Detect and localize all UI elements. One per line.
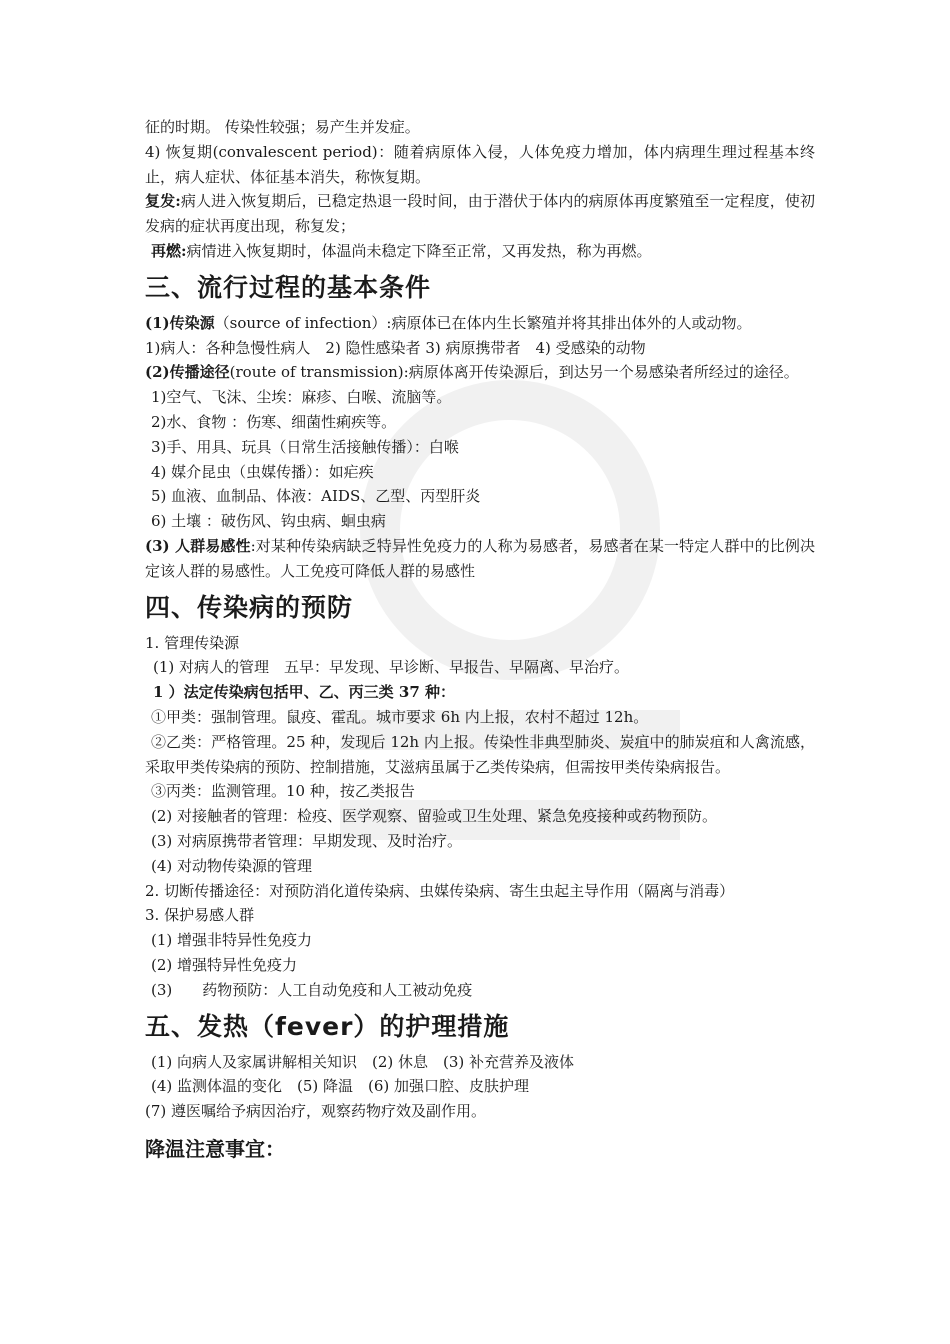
text-paragraph-source bbox=[145, 311, 815, 336]
text-line: 1)病人：各种急慢性病人 2) 隐性感染者 3) 病原携带者 4) 受感染的动物 bbox=[145, 338, 646, 357]
text-paragraph-recrudescence bbox=[145, 239, 815, 264]
list-item: (1) 增强非特异性免疫力 bbox=[151, 931, 313, 950]
list-item: (1) 对病人的管理 五早：早发现、早诊断、早报告、早隔离、早治疗。 bbox=[153, 658, 630, 677]
list-item: (2) 对接触者的管理：检疫、医学观察、留验或卫生处理、紧急免疫接种或药物预防。 bbox=[151, 807, 718, 826]
list-item: ②乙类：严格管理。25 种，发现后 12h 内上报。传染性非典型肺炎、炭疽中的肺炭疽和人禽流感，采取甲类传染病的预防、控制措施，艾滋病虽属于乙类传染病，但需按甲类传染病报告。 bbox=[145, 732, 815, 776]
subheading: 降温注意事宜： bbox=[145, 1136, 285, 1161]
list-item-bold: 1 ）法定传染病包括甲、乙、丙三类 37 种： bbox=[153, 683, 455, 702]
section-heading: 三、流行过程的基本条件 bbox=[145, 272, 432, 302]
term-label: (2)传播途径 bbox=[145, 363, 230, 382]
term-text: 病人进入恢复期后，已稳定热退一段时间，由于潜伏于体内的病原体再度繁殖至一定程度，使初发病的症状再度出现，称复发； bbox=[145, 192, 815, 236]
list-item: 2)水、食物 ：伤寒、细菌性痢疾等。 bbox=[151, 412, 397, 431]
list-item: 3. 保护易感人群 bbox=[145, 906, 255, 925]
list-item: 1)空气、飞沫、尘埃：麻疹、白喉、流脑等。 bbox=[151, 388, 452, 407]
list-item: (1) 向病人及家属讲解相关知识 (2) 休息 (3) 补充营养及液体 bbox=[151, 1052, 575, 1071]
list-item: (7) 遵医嘱给予病因治疗，观察药物疗效及副作用。 bbox=[145, 1102, 487, 1121]
document-page bbox=[145, 115, 815, 1166]
list-item: 2. 切断传播途径：对预防消化道传染病、虫媒传染病、寄生虫起主导作用（隔离与消毒） bbox=[145, 881, 735, 900]
term-label: 再燃: bbox=[151, 241, 187, 260]
list-item: ①甲类：强制管理。鼠疫、霍乱。城市要求 6h 内上报，农村不超过 12h。 bbox=[151, 707, 649, 726]
term-text: (route of transmission):病原体离开传染源后，到达另一个易感染者所经过的途径。 bbox=[229, 363, 799, 382]
list-item: (2) 增强特异性免疫力 bbox=[151, 955, 298, 974]
term-label: (3) 人群易感性 bbox=[145, 536, 251, 555]
term-text: :对某种传染病缺乏特异性免疫力的人称为易感者，易感者在某一特定人群中的比例决定该人群的易感性。人工免疫可降低人群的易感性 bbox=[145, 536, 816, 580]
text-paragraph-susceptibility bbox=[145, 534, 815, 584]
term-text: 病情进入恢复期时，体温尚未稳定下降至正常，又再发热，称为再燃。 bbox=[186, 241, 652, 260]
text-paragraph-relapse bbox=[145, 189, 815, 239]
section-heading: 四、传染病的预防 bbox=[145, 592, 354, 622]
term-label: (1)传染源 bbox=[145, 313, 215, 332]
list-item: (3) 药物预防：人工自动免疫和人工被动免疫 bbox=[151, 980, 473, 999]
list-item: 3)手、用具、玩具（日常生活接触传播）：白喉 bbox=[151, 437, 459, 456]
list-item: 5) 血液、血制品、体液：AIDS、乙型、丙型肝炎 bbox=[151, 487, 481, 506]
list-item: (3) 对病原携带者管理：早期发现、及时治疗。 bbox=[151, 831, 463, 850]
text-paragraph-recovery: 4) 恢复期(convalescent period)：随着病原体入侵，人体免疫力增加，体内病理生理过程基本终止，病人症状、体征基本消失，称恢复期。 bbox=[145, 142, 815, 186]
list-item: 1. 管理传染源 bbox=[145, 633, 240, 652]
list-item: 6) 土壤 ：破伤风、钩虫病、蛔虫病 bbox=[151, 512, 386, 531]
list-item: (4) 对动物传染源的管理 bbox=[151, 856, 313, 875]
text-line: 征的时期。 传染性较强；易产生并发症。 bbox=[145, 118, 420, 136]
list-item: (4) 监测体温的变化 (5) 降温 (6) 加强口腔、皮肤护理 bbox=[151, 1077, 530, 1096]
text-paragraph-route bbox=[145, 360, 815, 385]
list-item: ③丙类：监测管理。10 种，按乙类报告 bbox=[151, 782, 415, 801]
term-label: 复发: bbox=[145, 192, 181, 211]
term-text: （source of infection）:病原体已在体内生长繁殖并将其排出体外的人或动物。 bbox=[214, 313, 752, 332]
section-heading: 五、发热（fever）的护理措施 bbox=[145, 1011, 510, 1041]
list-item: 4) 媒介昆虫（虫媒传播）：如疟疾 bbox=[151, 462, 374, 481]
